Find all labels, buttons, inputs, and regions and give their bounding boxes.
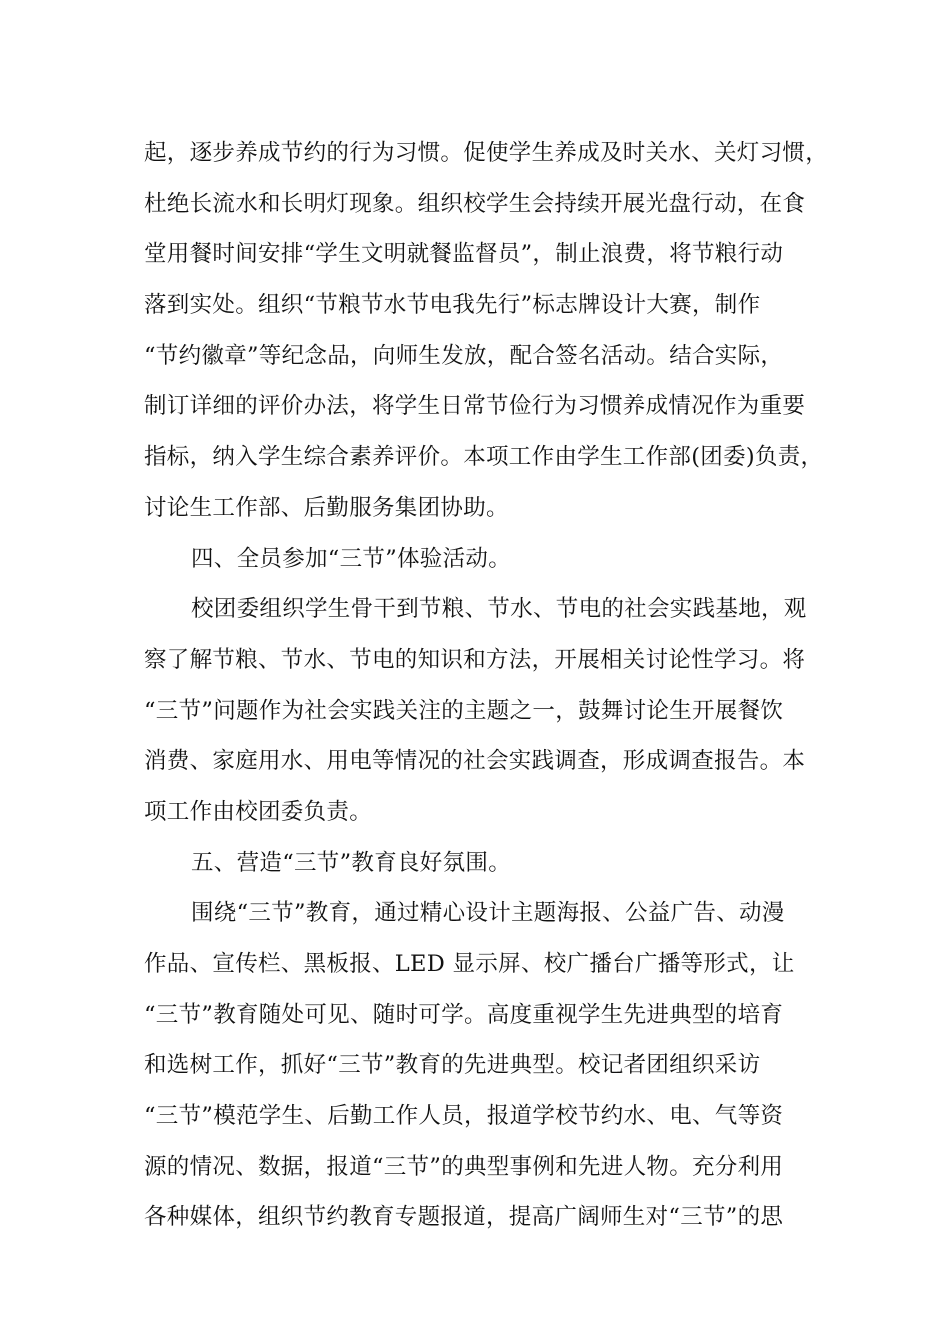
text-line: 围绕“三节”教育，通过精心设计主题海报、公益广告、动漫 [191,900,785,927]
text-line: 杜绝长流水和长明灯现象。组织校学生会持续开展光盘行动，在食 [144,190,806,217]
text-line: 落到实处。组织“节粮节水节电我先行”标志牌设计大赛，制作 [144,292,761,319]
section-heading: 五、营造“三节”教育良好氛围。 [191,849,512,876]
text-line: 项工作由校团委负责。 [144,798,373,825]
text-line: “三节”教育随处可见、随时可学。高度重视学生先进典型的培育 [144,1001,784,1028]
section-heading: 四、全员参加“三节”体验活动。 [191,545,512,572]
text-line: 察了解节粮、节水、节电的知识和方法，开展相关讨论性学习。将 [144,646,806,673]
text-line: 校团委组织学生骨干到节粮、节水、节电的社会实践基地，观 [191,596,807,623]
text-line: 源的情况、数据，报道“三节”的典型事例和先进人物。充分利用 [144,1153,784,1180]
text-line: “三节”模范学生、后勤工作人员，报道学校节约水、电、气等资 [144,1103,784,1130]
text-line: 和选树工作，抓好“三节”教育的先进典型。校记者团组织采访 [144,1052,761,1079]
text-line: 作品、宣传栏、黑板报、LED 显示屏、校广播台广播等形式，让 [144,951,795,977]
text-line: 起，逐步养成节约的行为习惯。促使学生养成及时关水、关灯习惯， [144,140,829,166]
text-line: “节约徽章”等纪念品，向师生发放，配合签名活动。结合实际， [144,342,784,369]
document-body [144,128,829,1243]
text-line: 消费、家庭用水、用电等情况的社会实践调查，形成调查报告。本 [144,748,806,775]
text-line: 指标，纳入学生综合素养评价。本项工作由学生工作部(团委)负责， [144,444,824,471]
text-line: “三节”问题作为社会实践关注的主题之一，鼓舞讨论生开展餐饮 [144,697,784,724]
text-line: 制订详细的评价办法，将学生日常节俭行为习惯养成情况作为重要 [144,393,806,420]
text-line: 堂用餐时间安排“学生文明就餐监督员”，制止浪费，将节粮行动 [144,241,784,268]
text-line: 讨论生工作部、后勤服务集团协助。 [144,494,509,521]
text-line: 各种媒体，组织节约教育专题报道，提高广阔师生对“三节”的思 [144,1204,784,1231]
